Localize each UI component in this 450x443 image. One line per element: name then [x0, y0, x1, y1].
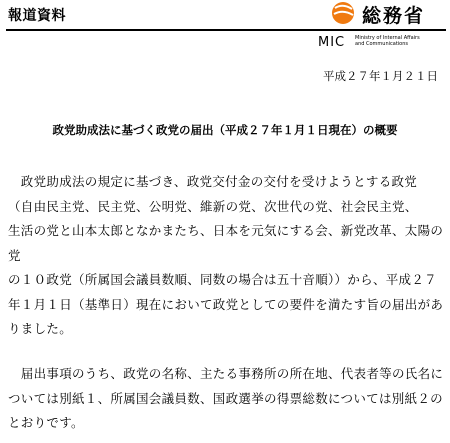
paragraph-line: とおりです。 [8, 415, 84, 430]
paragraph-line: ついては別紙１、所属国会議員数、国政選挙の得票総数については別紙２の [8, 390, 443, 406]
paragraph-line: （自由民主党、民主党、公明党、維新の党、次世代の党、社会民主党、 [8, 198, 418, 214]
ministry-logo-icon [330, 0, 356, 26]
header-label: 報道資料 [8, 8, 66, 24]
paragraph-line: の１０政党（所属国会議員数順、同数の場合は五十音順））から、平成２７ [8, 272, 437, 287]
document-title: 政党助成法に基づく政党の届出（平成２７年１月１日現在）の概要 [52, 123, 398, 137]
ministry-name-line1: Ministry of Internal Affairs [355, 35, 420, 41]
ministry-name [355, 35, 445, 47]
paragraph-1 [8, 170, 444, 342]
release-date: 平成２７年１月２１日 [323, 69, 438, 83]
header-rule [6, 29, 446, 31]
paragraph-line: 年１月１日（基準日）現在において政党としての要件を満たす旨の届出があ [8, 296, 444, 312]
ministry-name-line2: and Communications [355, 41, 409, 47]
paragraph-line: 政党助成法の規定に基づき、政党交付金の交付を受けようとする政党 [8, 174, 418, 189]
paragraph-2 [8, 362, 444, 436]
paragraph-line: 届出事項のうち、政党の名称、主たる事務所の所在地、代表者等の氏名に [8, 366, 444, 381]
paragraph-line: りました。 [8, 321, 73, 336]
ministry-abbr: MIC [318, 35, 346, 50]
paragraph-line: 生活の党と山本太郎となかまたち、日本を元気にする会、新党改革、太陽の党 [8, 223, 444, 263]
logo-text: 総務省 [362, 5, 426, 27]
